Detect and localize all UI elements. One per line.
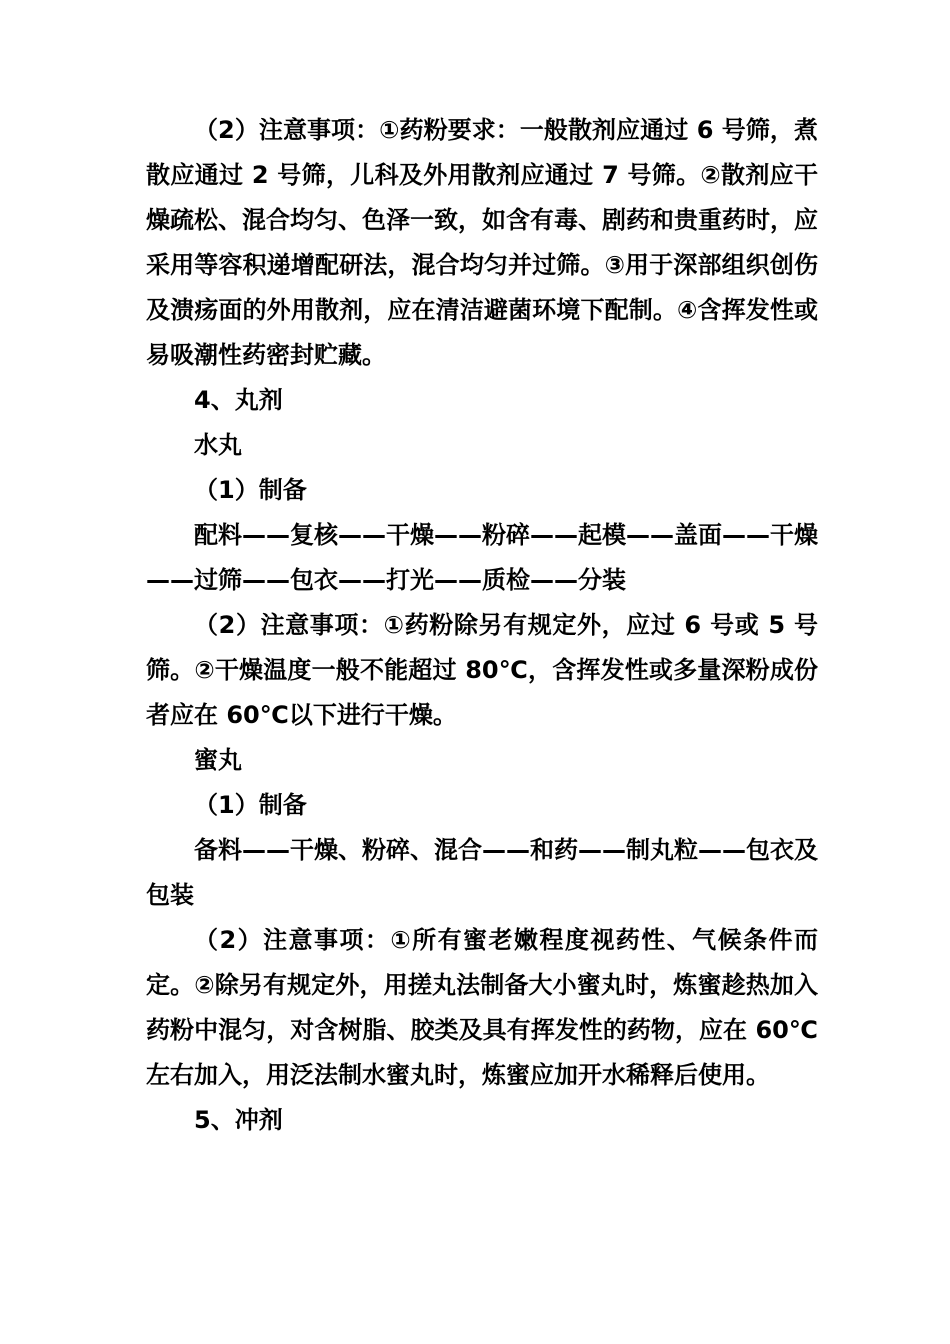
paragraph-honey-pill-notes: （2）注意事项：①所有蜜老嫩程度视药性、气候条件而定。②除另有规定外，用搓丸法制备大小蜜丸时，炼蜜趁热加入药粉中混匀，对含树脂、胶类及具有挥发性的药物，应在 60℃左右加入，用泛法制水蜜丸时，炼蜜应加开水稀释后使用。	[146, 926, 818, 1089]
paragraph-powder-notes: （2）注意事项：①药粉要求：一般散剂应通过 6 号筛，煮散应通过 2 号筛，儿科及外用散剂应通过 7 号筛。②散剂应干燥疏松、混合均匀、色泽一致，如含有毒、剧药和贵重药时，应采用等容积递增配研法，混合均匀并过筛。③用于深部组织创伤及溃疡面的外用散剂，应在清洁避菌环境下配制。④含挥发性或易吸潮性药密封贮藏。	[146, 116, 818, 369]
subheading-honey-pill: 蜜丸	[194, 746, 242, 774]
heading-granules: 5、冲剂	[194, 1106, 283, 1134]
heading-pills: 4、丸剂	[194, 386, 283, 414]
subheading-water-pill: 水丸	[194, 431, 242, 459]
paragraph-water-pill-notes: （2）注意事项：①药粉除另有规定外，应过 6 号或 5 号筛。②干燥温度一般不能超过 80℃，含挥发性或多量深粉成份者应在 60℃以下进行干燥。	[146, 611, 818, 729]
subheading-honey-pill-preparation: （1）制备	[194, 791, 307, 819]
subheading-water-pill-preparation: （1）制备	[194, 476, 307, 504]
document-body	[146, 108, 818, 1143]
paragraph-water-pill-process: 配料——复核——干燥——粉碎——起模——盖面——干燥——过筛——包衣——打光——质检——分装	[146, 521, 818, 594]
paragraph-honey-pill-process: 备料——干燥、粉碎、混合——和药——制丸粒——包衣及包装	[146, 836, 818, 909]
